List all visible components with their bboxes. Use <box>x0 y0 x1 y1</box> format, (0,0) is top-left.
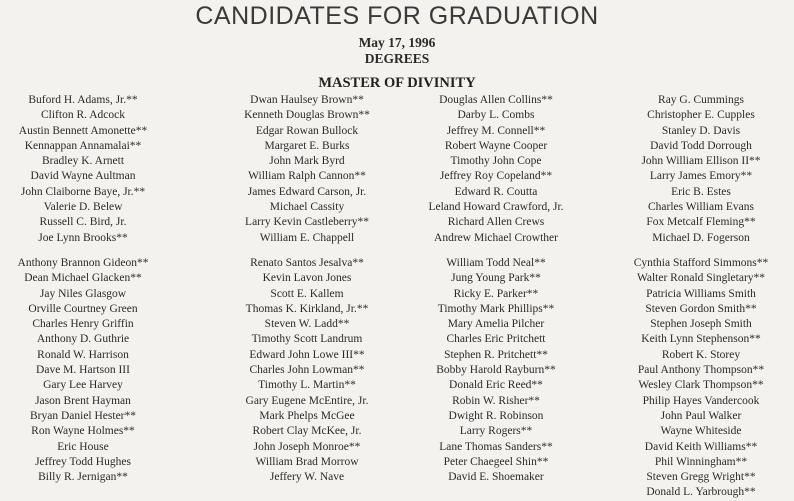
candidate-name: Philip Hayes Vandercook <box>642 394 760 407</box>
candidate-name: Billy R. Jernigan** <box>38 471 128 484</box>
candidate-name: Walter Ronald Singletary** <box>636 272 766 285</box>
candidate-name: Stephen R. Pritchett** <box>444 348 548 361</box>
candidate-name: Clifton R. Adcock <box>40 109 125 122</box>
candidate-name: Renato Santos Jesalva** <box>250 257 364 269</box>
candidate-name: Stephen Joseph Smith <box>650 318 752 331</box>
candidate-name: David Keith Williams** <box>644 440 758 453</box>
candidate-name: Dave M. Hartson III <box>36 364 130 377</box>
candidate-name: John William Ellison II** <box>641 155 761 168</box>
candidate-name: Timothy Scott Landrum <box>251 333 363 346</box>
candidate-name: Larry Rogers** <box>459 425 533 438</box>
candidate-name: David Todd Dorrough <box>650 139 752 152</box>
candidate-name: Valerie D. Belew <box>43 201 123 214</box>
candidate-name: Anthony D. Guthrie <box>36 333 130 346</box>
candidate-name: Charles Eric Pritchett <box>446 333 546 346</box>
candidate-name: Christopher E. Cupples <box>647 109 755 122</box>
candidate-name: Anthony Brannon Gideon** <box>17 257 149 269</box>
candidate-name: Paul Anthony Thompson** <box>637 364 765 377</box>
candidate-name: Wesley Clark Thompson** <box>638 379 764 392</box>
candidate-name: Gary Lee Harvey <box>43 379 123 392</box>
candidate-name: Charles Henry Griffin <box>32 318 134 331</box>
name-column <box>601 93 794 246</box>
candidate-name: Darby L. Combs <box>457 109 535 122</box>
candidate-name: Michael D. Fogerson <box>652 231 750 244</box>
candidate-name: Scott E. Kallem <box>270 287 344 300</box>
candidate-name: David E. Shoemaker <box>448 471 544 484</box>
candidate-name: Mark Phelps McGee <box>259 409 355 422</box>
candidate-name: Michael Cassity <box>269 201 345 214</box>
name-column <box>207 93 407 246</box>
candidate-name: Ron Wayne Holmes** <box>31 425 135 438</box>
candidate-name: Fox Metcalf Fleming** <box>646 216 756 229</box>
candidate-name: Kennappan Annamalai** <box>24 139 142 152</box>
candidate-name: Wayne Whiteside <box>660 425 742 438</box>
candidate-name: Thomas K. Kirkland, Jr.** <box>245 302 369 315</box>
candidate-name: Bradley K. Arnett <box>41 155 125 168</box>
candidate-name: Charles William Evans <box>648 201 754 214</box>
candidate-name: Jeffery W. Nave <box>269 471 345 484</box>
name-column <box>396 93 596 246</box>
degrees-heading: DEGREES <box>364 51 430 66</box>
candidate-name: Timothy John Cope <box>450 155 542 168</box>
candidate-name: Phil Winningham** <box>654 455 748 468</box>
name-column <box>207 256 407 485</box>
candidate-name: Kenneth Douglas Brown** <box>244 109 370 122</box>
candidate-name: Ronald W. Harrison <box>37 348 129 361</box>
candidate-name: Eric House <box>57 440 109 453</box>
candidate-name: Robert Wayne Cooper <box>444 139 548 152</box>
candidate-name: Gary Eugene McEntire, Jr. <box>245 394 369 407</box>
candidate-name: Steven Gregg Wright** <box>646 471 756 484</box>
candidate-name: Jeffrey M. Connell** <box>446 124 546 137</box>
candidate-name: Robert K. Storey <box>661 348 741 361</box>
name-column <box>396 256 596 485</box>
candidate-name: Richard Allen Crews <box>447 216 545 229</box>
candidate-name: Dean Michael Glacken** <box>24 272 142 285</box>
candidate-name: Edward R. Coutta <box>454 185 538 198</box>
candidate-name: Donald Eric Reed** <box>449 379 543 392</box>
candidate-name: William E. Chappell <box>259 231 355 244</box>
candidate-name: Patricia Williams Smith <box>646 287 756 300</box>
candidate-name: John Paul Walker <box>660 409 742 422</box>
candidate-name: Jung Young Park** <box>451 272 541 285</box>
candidate-name: Robert Clay McKee, Jr. <box>252 425 362 438</box>
candidate-name: Keith Lynn Stephenson** <box>641 333 761 346</box>
candidate-name: Jeffrey Todd Hughes <box>35 455 131 468</box>
candidate-name: William Brad Morrow <box>255 455 359 468</box>
candidate-name: William Ralph Cannon** <box>248 170 366 183</box>
candidate-name: John Joseph Monroe** <box>253 440 361 453</box>
candidate-name: Larry Kevin Castleberry** <box>245 216 369 229</box>
candidate-name: Cynthia Stafford Simmons** <box>633 257 769 269</box>
candidate-name: David Wayne Aultman <box>30 170 136 183</box>
candidate-name: Charles John Lowman** <box>249 364 365 377</box>
candidate-name: Bobby Harold Rayburn** <box>436 364 556 377</box>
candidate-name: Larry James Emory** <box>649 170 753 183</box>
candidate-name: Stanley D. Davis <box>661 124 741 137</box>
candidate-name: Steven W. Ladd** <box>264 318 350 331</box>
candidate-name: William Todd Neal** <box>446 257 546 269</box>
ceremony-date: May 17, 1996 <box>358 35 436 50</box>
candidate-name: Jeffrey Roy Copeland** <box>439 170 553 183</box>
candidate-name: Steven Gordon Smith** <box>645 302 757 315</box>
candidate-name: Leland Howard Crawford, Jr. <box>428 201 564 214</box>
name-column <box>0 256 183 485</box>
candidate-name: Timothy Mark Phillips** <box>437 302 555 315</box>
candidate-name: Jason Brent Hayman <box>35 394 131 407</box>
page-title: CANDIDATES FOR GRADUATION <box>195 2 599 30</box>
candidate-name: John Claiborne Baye, Jr.** <box>20 185 146 198</box>
candidate-name: Joe Lynn Brooks** <box>38 231 128 244</box>
candidate-name: Lane Thomas Sanders** <box>439 440 553 453</box>
candidate-name: Donald L. Yarbrough** <box>646 486 756 499</box>
candidate-name: Edgar Rowan Bullock <box>255 124 359 137</box>
candidate-name: Douglas Allen Collins** <box>439 94 553 106</box>
candidate-name: Kevin Lavon Jones <box>262 272 352 285</box>
candidate-name: Timothy L. Martin** <box>258 379 356 392</box>
candidate-name: Buford H. Adams, Jr.** <box>28 94 138 106</box>
candidate-name: Mary Amelia Pilcher <box>447 318 545 331</box>
candidate-name: Margaret E. Burks <box>264 139 350 152</box>
candidate-name: Robin W. Risher** <box>452 394 540 407</box>
candidate-name: Jay Niles Glasgow <box>39 287 127 300</box>
candidate-name: James Edward Carson, Jr. <box>247 185 367 198</box>
degree-name-heading: MASTER OF DIVINITY <box>318 75 476 91</box>
candidate-name: Edward John Lowe III** <box>249 348 365 361</box>
candidate-name: John Mark Byrd <box>269 155 345 168</box>
candidate-name: Dwan Haulsey Brown** <box>250 94 364 106</box>
candidate-name: Andrew Michael Crowther <box>434 231 558 244</box>
candidate-name: Dwight R. Robinson <box>448 409 544 422</box>
candidate-name: Austin Bennett Amonette** <box>18 124 148 137</box>
candidate-name: Peter Chaegeel Shin** <box>443 455 549 468</box>
candidate-name: Ray G. Cummings <box>658 94 744 106</box>
name-column <box>601 256 794 501</box>
candidate-name: Ricky E. Parker** <box>453 287 539 300</box>
candidate-name: Orville Courtney Green <box>28 302 138 315</box>
name-column <box>0 93 183 246</box>
candidate-name: Eric B. Estes <box>671 185 731 198</box>
candidate-name: Russell C. Bird, Jr. <box>39 216 127 229</box>
candidate-name: Bryan Daniel Hester** <box>29 409 137 422</box>
